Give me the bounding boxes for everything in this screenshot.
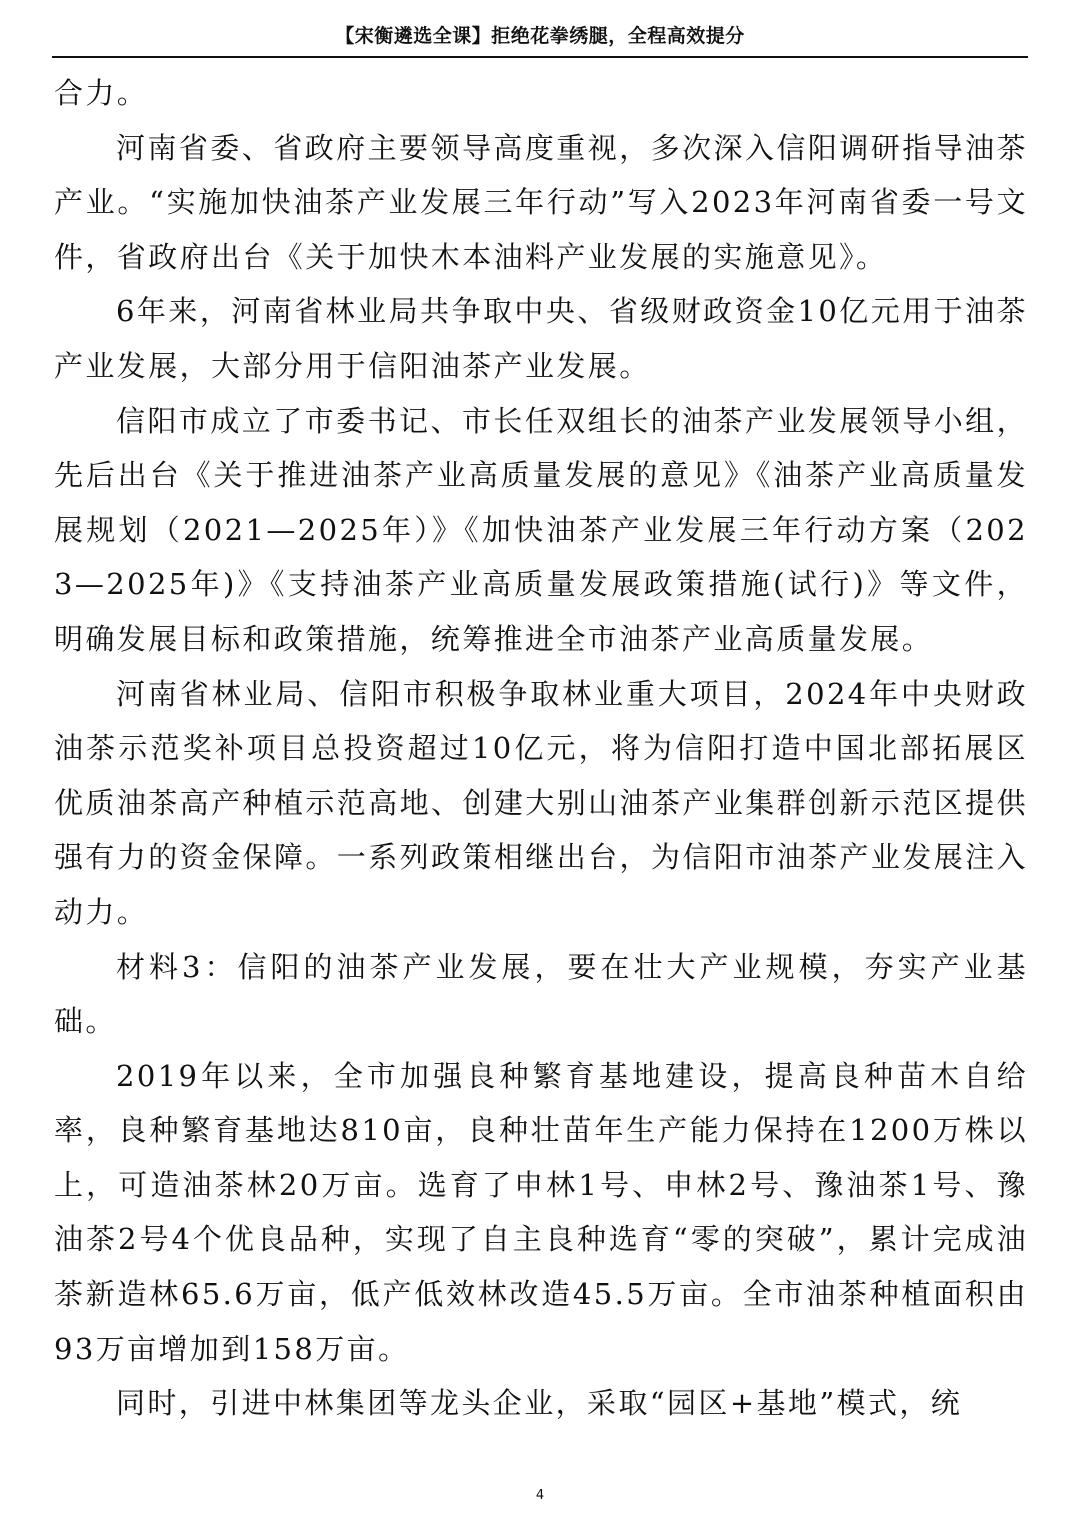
paragraph-funding: 6年来，河南省林业局共争取中央、省级财政资金10亿元用于油茶产业发展，大部分用于信阳油茶产业发展。: [54, 294, 1028, 383]
paragraph-material-3: 材料3：信阳的油茶产业发展，要在壮大产业规模，夯实产业基础。: [54, 949, 1028, 1039]
header-rule: [52, 56, 1028, 58]
paragraph-continuation: 合力。: [54, 76, 149, 110]
paragraph-seed-breeding: 2019年以来，全市加强良种繁育基地建设，提高良种苗木自给率，良种繁育基地达810亩，良种壮苗年生产能力保持在1200万株以上，可造油茶林20万亩。选育了申林1号、申林2号、豫油茶1号、豫油茶2号4个优良品种，实现了自主良种选育“零的突破”，累计完成油茶新造林65.6万亩，低产低效林改造45.5万亩。全市油茶种植面积由93万亩增加到158万亩。: [54, 1058, 1028, 1366]
page-number: 4: [535, 1488, 545, 1503]
page-header: 【宋衡遴选全课】拒绝花拳绣腿，全程高效提分: [335, 25, 745, 47]
paragraph-leadership-group: 信阳市成立了市委书记、市长任双组长的油茶产业发展领导小组，先后出台《关于推进油茶产业高质量发展的意见》《油茶产业高质量发展规划（2021—2025年）》《加快油茶产业发展三年行动方案（2023—2025年)》《支持油茶产业高质量发展政策措施(试行)》等文件，明确发展目标和政策措施，统筹推进全市油茶产业高质量发展。: [54, 403, 1028, 656]
document-body: [54, 66, 1028, 1431]
paragraph-enterprises: 同时，引进中林集团等龙头企业，采取“园区+基地”模式，统: [116, 1386, 963, 1421]
paragraph-provincial-attention: 河南省委、省政府主要领导高度重视，多次深入信阳调研指导油茶产业。“实施加快油茶产业发展三年行动”写入2023年河南省委一号文件，省政府出台《关于加快木本油料产业发展的实施意见》。: [54, 130, 1028, 274]
paragraph-major-projects: 河南省林业局、信阳市积极争取林业重大项目，2024年中央财政油茶示范奖补项目总投资超过10亿元，将为信阳打造中国北部拓展区优质油茶高产种植示范高地、创建大别山油茶产业集群创新示范区提供强有力的资金保障。一系列政策相继出台，为信阳市油茶产业发展注入动力。: [54, 676, 1028, 929]
